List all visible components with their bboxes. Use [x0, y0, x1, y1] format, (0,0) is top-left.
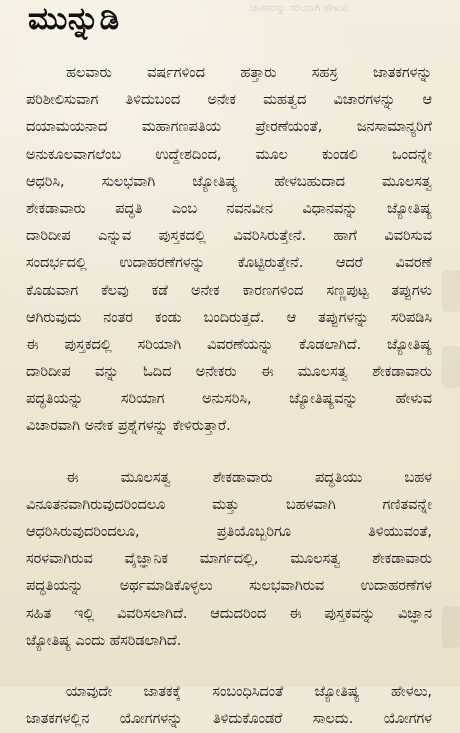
paragraph-line: ಶೇಕಡಾವಾರು ಪದ್ಧತಿ ಎಂಬ ನವನವೀನ ವಿಧಾನವನ್ನು ಜ್ಯೋತಿಷ್ಯ [26, 200, 432, 217]
paragraph-line: ಪದ್ಧತಿಯನ್ನು ಅರ್ಥಮಾಡಿಕೊಳ್ಳಲು ಸುಲಭವಾಗಿರುವ ಉದಾಹರಣೆಗಳ [26, 578, 432, 595]
document-body [26, 60, 432, 733]
paragraph-line: ದಯಾಮಯನಾದ ಮಹಾಗಣಪತಿಯ ಪ್ರೇರಣೆಯಂತೆ, ಜನಸಾಮಾನ್ಯರಿಗೆ [26, 119, 432, 136]
paragraph-line: ಆಧರಿಸಿ, ಸುಲಭವಾಗಿ ಜ್ಯೋತಿಷ್ಯ ಹೇಳಬಹುದಾದ ಮೂಲಸತ್ವ [26, 173, 432, 190]
paragraph-line: ಸಂದರ್ಭದಲ್ಲಿ ಉದಾಹರಣೆಗಳನ್ನು ಕೊಟ್ಟಿರುತ್ತೇನೆ. ಆದರೆ ವಿವರಣೆ [26, 255, 432, 272]
paragraph-line: ಈ ಮೂಲಸತ್ವ ಶೇಕಡಾವಾರು ಪದ್ಧತಿಯು ಬಹಳ [66, 469, 432, 486]
paragraph-line: ಆಗಿರುವುದು ನಂತರ ಕಂಡು ಬಂದಿರುತ್ತದೆ. ಆ ತಪ್ಪುಗಳನ್ನು ಸರಿಪಡಿಸಿ [26, 309, 432, 326]
paragraph-line: ಪದ್ಧತಿಯನ್ನು ಸರಿಯಾಗ ಅನುಸರಿಸಿ, ಜ್ಯೋತಿಷ್ಯವನ್ನು ಹೇಳುವ [26, 391, 432, 408]
bleed-through-text: ಜಾತಕವನ್ನು ಸರಿಯಾಗಿ ಹೇಳುವ [250, 3, 349, 14]
paragraph-gap [26, 441, 432, 465]
paragraph-line: ಹಲವಾರು ವರ್ಷಗಳಿಂದ ಹತ್ತಾರು ಸಹಸ್ರ ಜಾತಕಗಳನ್ನು [66, 65, 432, 81]
paragraph-line: ಸಹಿತ ಇಲ್ಲಿ ವಿವರಿಸಲಾಗಿದೆ. ಆದುದರಿಂದ ಈ ಪುಸ್ತಕವನ್ನು ವಿಜ್ಞಾನ [26, 605, 432, 622]
paragraph-line: ಈ ಪುಸ್ತಕದಲ್ಲಿ ಸರಿಯಾಗಿ ವಿವರಣೆಯನ್ನು ಕೊಡಲಾಗಿದೆ. ಜ್ಯೋತಿಷ್ಯ [26, 336, 432, 353]
paragraph-line: ಜ್ಯೋತಿಷ್ಯ ಎಂದು ಹೆಸರಿಡಲಾಗಿದೆ. [26, 632, 182, 649]
paragraph-line: ಅನುಕೂಲವಾಗಲೆಂಬ ಉದ್ದೇಶದಿಂದ, ಮೂಲ ಕುಂಡಲಿ ಒಂದನ್ನೇ [26, 146, 432, 163]
paragraph-line: ದಾರಿದೀಪ ಎನ್ನುವ ಪುಸ್ತಕದಲ್ಲಿ ವಿವರಿಸಿರುತ್ತೇನೆ. ಹಾಗೆ ವಿವರಿಸುವ [26, 228, 432, 245]
paragraph-line: ದಾರಿದೀಪ ವನ್ನು ಓದಿದ ಅನೇಕರು ಈ ಮೂಲಸತ್ವ ಶೇಕಡಾವಾರು [26, 364, 432, 381]
paragraph-line: ಸರಳವಾಗಿರುವ ವೈಜ್ಞಾನಿಕ ಮಾರ್ಗದಲ್ಲಿ, ಮೂಲಸತ್ವ ಶೇಕಡಾವಾರು [26, 551, 432, 568]
paragraph-line: ಕೊಡುವಾಗ ಕೆಲವು ಕಡೆ ಅನೇಕ ಕಾರಣಗಳಿಂದ ಸಣ್ಣಪುಟ್ಟ ತಪ್ಪುಗಳು [26, 282, 432, 299]
paragraph-line: ಯಾವುದೇ ಜಾತಕಕ್ಕೆ ಸಂಬಂಧಿಸಿದಂತೆ ಜ್ಯೋತಿಷ್ಯ ಹೇಳಲು, [66, 683, 432, 700]
page-edge-shadow [442, 270, 460, 312]
paragraph-line: ವಿಚಾರವಾಗಿ ಅನೇಕ ಪ್ರಶ್ನೆಗಳನ್ನು ಕೇಳಿರುತ್ತಾರೆ. [26, 418, 231, 435]
page-title: ಮುನ್ನುಡಿ [28, 1, 120, 37]
paragraph-line: ಆಧರಿಸಿರುವುದರಿಂದಲೂ, ಪ್ರತಿಯೊಬ್ಬರಿಗೂ ತಿಳಿಯುವಂತೆ, [26, 524, 432, 540]
paragraph-gap [26, 655, 432, 679]
paragraph-line: ವಿನೂತನವಾಗಿರುವುದರಿಂದಲೂ ಮತ್ತು ಬಹಳವಾಗಿ ಗಣಿತವನ್ನೇ [26, 496, 432, 513]
paragraph-line: ಜಾತಕಗಳಲ್ಲಿನ ಯೋಗಗಳನ್ನು ತಿಳಿದುಕೊಂಡರೆ ಸಾಲದು. ಯೋಗಗಳ [26, 711, 432, 728]
paragraph-line: ಪರಿಶೀಲಿಸುವಾಗ ತಿಳಿದುಬಂದ ಅನೇಕ ಮಹತ್ವದ ವಿಚಾರಗಳನ್ನು ಆ [26, 92, 432, 109]
page-edge-shadow [442, 606, 460, 648]
page-edge-shadow [442, 346, 460, 388]
